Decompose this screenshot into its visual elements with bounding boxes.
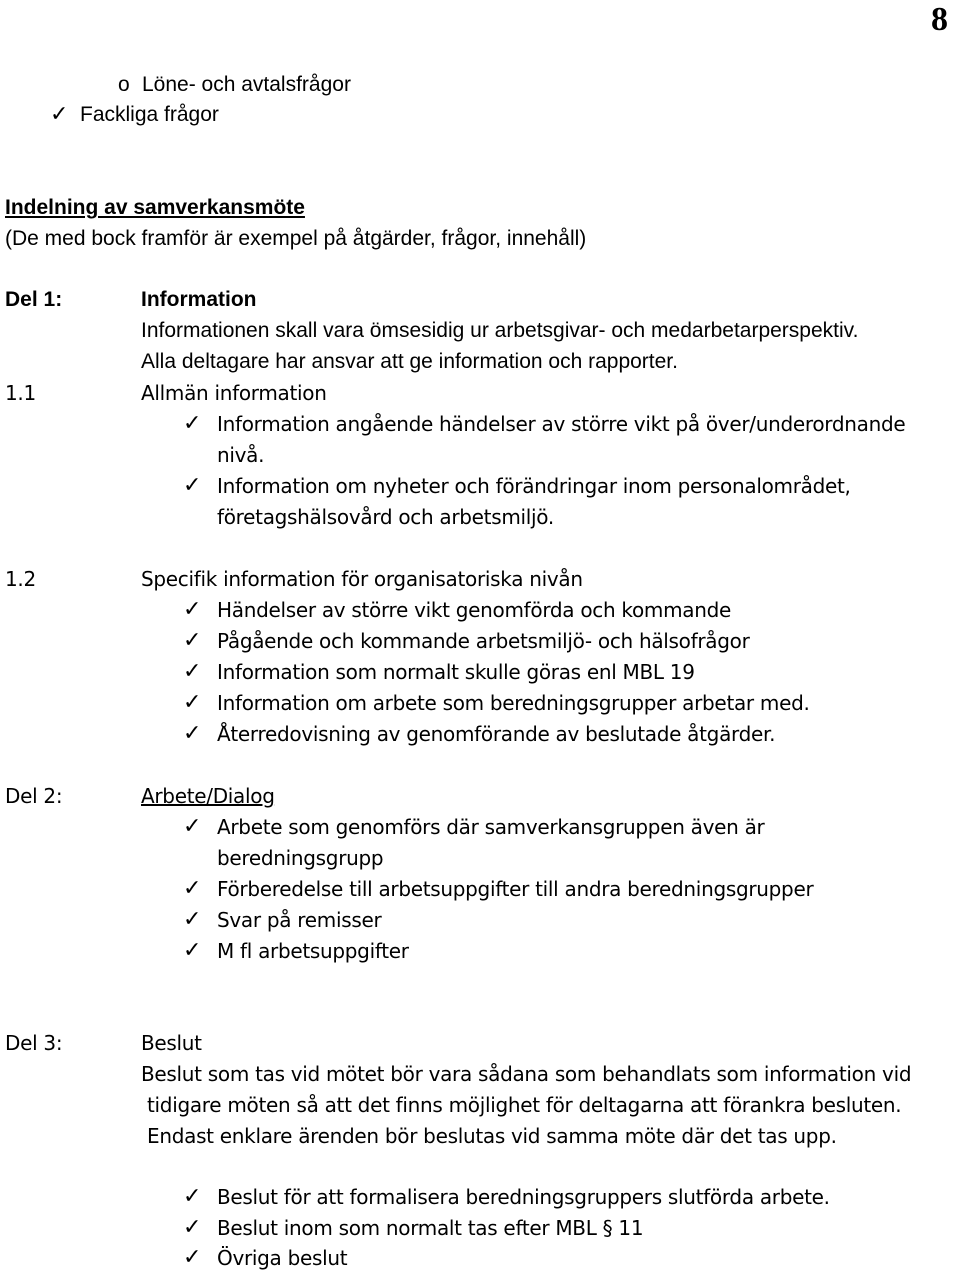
part-label: Del 2: <box>5 784 63 808</box>
list-item: Information angående händelser av större vikt på över/underordnande <box>217 412 906 436</box>
list-item: Information som normalt skulle göras enl MBL 19 <box>217 660 695 684</box>
check-icon: ✓ <box>183 690 202 715</box>
part-title: Arbete/Dialog <box>141 784 275 808</box>
check-icon: ✓ <box>183 411 202 436</box>
check-icon: ✓ <box>183 659 202 684</box>
list-item: Händelser av större vikt genomförda och kommande <box>217 598 731 622</box>
page-number: 8 <box>931 1 948 38</box>
list-item: Förberedelse till arbetsuppgifter till andra beredningsgrupper <box>217 877 814 901</box>
list-item: Svar på remisser <box>217 908 382 932</box>
list-item: Arbete som genomförs där samverkansgruppen även är <box>217 815 765 839</box>
subsection-title: Allmän information <box>141 381 327 405</box>
list-item: Pågående och kommande arbetsmiljö- och hälsofrågor <box>217 629 750 653</box>
check-icon: ✓ <box>183 1245 202 1270</box>
subsection-number: 1.1 <box>5 381 36 405</box>
paragraph-line: Beslut som tas vid mötet bör vara sådana som behandlats som information vid <box>141 1062 912 1086</box>
list-item: Fackliga frågor <box>80 103 219 126</box>
list-item: Information om nyheter och förändringar inom personalområdet, <box>217 474 851 498</box>
paragraph-line: tidigare möten så att det finns möjlighet för deltagarna att förankra besluten. <box>147 1093 902 1117</box>
list-item: Återredovisning av genomförande av beslutade åtgärder. <box>217 722 776 746</box>
list-item: Beslut för att formalisera beredningsgruppers slutförda arbete. <box>217 1185 830 1209</box>
check-icon: ✓ <box>183 628 202 653</box>
subsection-number: 1.2 <box>5 567 36 591</box>
check-icon: ✓ <box>183 721 202 746</box>
check-icon: ✓ <box>183 597 202 622</box>
list-item: Löne- och avtalsfrågor <box>142 73 351 96</box>
subsection-title: Specifik information för organisatoriska nivån <box>141 567 583 591</box>
part-label: Del 1: <box>5 288 63 311</box>
circle-bullet: o <box>118 73 130 96</box>
paragraph-line: Alla deltagare har ansvar att ge information och rapporter. <box>141 350 678 373</box>
check-icon: ✓ <box>183 907 202 932</box>
check-icon: ✓ <box>183 938 202 963</box>
check-icon: ✓ <box>183 876 202 901</box>
list-item: Övriga beslut <box>217 1246 348 1270</box>
list-item: M fl arbetsuppgifter <box>217 939 409 963</box>
paragraph-line: Endast enklare ärenden bör beslutas vid samma möte där det tas upp. <box>147 1124 837 1148</box>
check-icon: ✓ <box>50 102 69 127</box>
list-item: Information om arbete som beredningsgrupper arbetar med. <box>217 691 810 715</box>
list-item-continuation: nivå. <box>217 443 265 467</box>
check-icon: ✓ <box>183 1184 202 1209</box>
check-icon: ✓ <box>183 473 202 498</box>
part-title: Beslut <box>141 1031 202 1055</box>
check-icon: ✓ <box>183 1215 202 1240</box>
part-title: Information <box>141 288 257 311</box>
list-item-continuation: företagshälsovård och arbetsmiljö. <box>217 505 554 529</box>
part-label: Del 3: <box>5 1031 63 1055</box>
paragraph-line: Informationen skall vara ömsesidig ur arbetsgivar- och medarbetarperspektiv. <box>141 319 859 342</box>
section-subheading: (De med bock framför är exempel på åtgärder, frågor, innehåll) <box>5 227 587 250</box>
section-heading: Indelning av samverkansmöte <box>5 196 305 219</box>
list-item-continuation: beredningsgrupp <box>217 846 384 870</box>
list-item: Beslut inom som normalt tas efter MBL § 11 <box>217 1216 644 1240</box>
check-icon: ✓ <box>183 814 202 839</box>
